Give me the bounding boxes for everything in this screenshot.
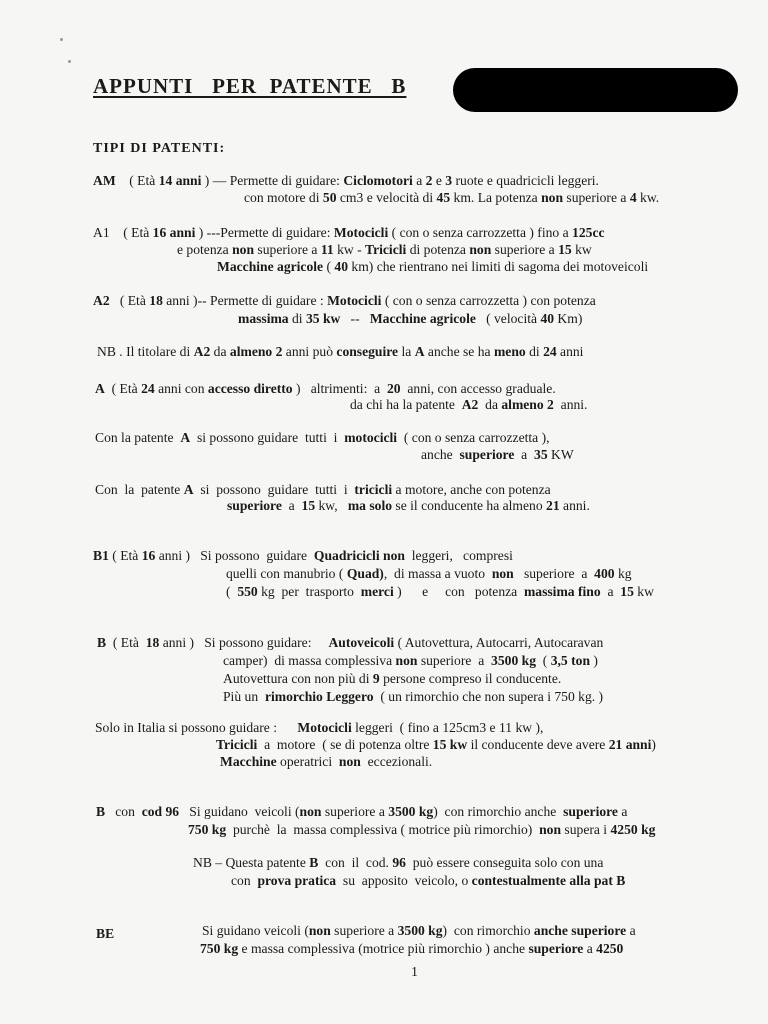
bold-text: B (96, 804, 106, 819)
text-segment: quadricicli leggeri (496, 173, 596, 188)
bold-text: 21 (546, 498, 560, 513)
text-segment: a (600, 584, 621, 599)
redaction-mark (453, 68, 738, 112)
text-segment: NB – Questa patente (193, 855, 310, 870)
bold-text: 750 kg (200, 941, 239, 956)
text-segment: a (514, 447, 535, 462)
text-segment: superiore a (321, 804, 389, 819)
text-segment: superiore a (417, 653, 492, 668)
text-segment: anni ) Si possono guidare: (159, 635, 329, 650)
text-segment: ( Età (106, 635, 146, 650)
text-segment: persone compreso il conducente. (379, 671, 562, 686)
bold-text: tricicli (354, 482, 393, 497)
bold-text: 550 (237, 584, 258, 599)
text-segment: accesso graduale (460, 381, 553, 396)
bold-text: ma solo (347, 498, 393, 513)
bold-text: A (95, 381, 105, 396)
bold-text: 45 (436, 190, 451, 205)
text-segment: ( un rimorchio che non supera i 750 kg. ) (373, 689, 604, 704)
text-segment: superiore a (563, 190, 630, 205)
bold-text: Motocicli (327, 293, 382, 308)
text-segment: -- (340, 311, 370, 326)
text-segment: ( Età (109, 293, 150, 308)
bold-text: almeno 2 (501, 397, 554, 412)
bold-text: 11 (320, 242, 334, 257)
text-segment: ( Autovettura, Autocarri, Autocaravan (394, 635, 604, 650)
text-segment: Si guidano veicoli ( (179, 804, 300, 819)
bold-text: 3500 kg (491, 653, 536, 668)
bold-text: 125cc (572, 225, 605, 240)
bold-text: Macchine agricole (369, 311, 476, 326)
text-segment: leggeri, compresi (404, 548, 513, 563)
text-line (220, 753, 432, 771)
bold-text: superiore (563, 804, 618, 819)
bold-text: 4250 (596, 941, 624, 956)
text-segment: si possono guidare tutti i (193, 482, 355, 497)
text-segment: ( (323, 259, 335, 274)
bold-text: 15 (620, 584, 634, 599)
text-segment: Si guidano veicoli ( (202, 923, 309, 938)
text-segment: da (210, 344, 230, 359)
title-row (93, 74, 406, 99)
text-segment: Con la patente (95, 482, 184, 497)
bold-text: B (97, 635, 107, 650)
bold-text: A (180, 430, 191, 445)
bold-text: meno (493, 344, 526, 359)
bold-text: Macchine (220, 754, 277, 769)
bold-text: 15 kw (432, 737, 468, 752)
text-segment: ( velocità (475, 311, 541, 326)
bold-text: 400 (594, 566, 615, 581)
text-segment: a (583, 941, 597, 956)
bold-text: B1 (93, 548, 109, 563)
text-segment: si possono guidare tutti i (190, 430, 345, 445)
text-segment: anni )-- Permette di guidare : (162, 293, 328, 308)
bold-text: conseguire (336, 344, 399, 359)
text-line (177, 241, 592, 259)
text-segment: anni, con (400, 381, 461, 396)
text-line (244, 189, 659, 207)
bold-text: motocicli (344, 430, 398, 445)
text-segment: kw (571, 242, 592, 257)
text-line (223, 652, 598, 670)
text-segment: Autovettura con non più di (223, 671, 373, 686)
text-segment: a (281, 498, 302, 513)
bold-text: A2 (461, 397, 479, 412)
text-segment: . (552, 381, 556, 396)
bold-text: BE (96, 926, 115, 941)
bold-text: B (309, 855, 319, 870)
bold-text: 40 (334, 259, 348, 274)
text-line (95, 429, 550, 447)
page-title: APPUNTI PER PATENTE B (93, 74, 407, 98)
bold-text: 3 (445, 173, 453, 188)
text-segment: da chi ha la patente (350, 397, 462, 412)
text-segment: e massa complessiva (motrice più rimorchio ) anche (238, 941, 529, 956)
text-line (216, 736, 656, 754)
bold-text: 24 (543, 344, 557, 359)
text-segment: la (398, 344, 415, 359)
text-line (95, 719, 543, 737)
bold-text: superiore (528, 941, 584, 956)
text-segment: da (478, 397, 502, 412)
text-segment: superiore a (330, 923, 398, 938)
text-segment: ) (590, 653, 598, 668)
bold-text: 15 (301, 498, 316, 513)
text-segment: di (525, 344, 544, 359)
bold-text: A (183, 482, 194, 497)
text-segment: purchè la massa complessiva ( motrice più rimorchio) (226, 822, 540, 837)
bold-text: A2 (193, 344, 211, 359)
text-segment: se il conducente ha almeno (392, 498, 547, 513)
text-segment: . (595, 173, 599, 188)
text-segment: ( con o senza carrozzetta ) con potenza (381, 293, 596, 308)
text-segment: camper) di massa complessiva (223, 653, 396, 668)
text-segment: cm3 e velocità di (336, 190, 437, 205)
bold-text: 35 (534, 447, 548, 462)
text-segment: il conducente deve avere (467, 737, 609, 752)
text-segment: ( Età (108, 548, 142, 563)
bold-text: superiore (459, 447, 515, 462)
text-segment: ) con rimorchio (442, 923, 534, 938)
text-line (96, 803, 627, 821)
text-segment: superiore a (254, 242, 321, 257)
text-line (231, 872, 625, 890)
text-segment: su apposito veicolo, o (336, 873, 472, 888)
text-line (96, 925, 114, 943)
text-line (238, 310, 582, 328)
text-segment: supera i (561, 822, 611, 837)
bold-text: rimorchio Leggero (264, 689, 374, 704)
text-line (93, 292, 596, 310)
text-line (223, 688, 603, 706)
text-segment: superiore a (491, 242, 559, 257)
bold-text: 9 (372, 671, 380, 686)
scan-speck (60, 38, 63, 41)
text-segment: anche se ha (424, 344, 494, 359)
text-segment: con (231, 873, 258, 888)
text-segment: NB . Il titolare di (97, 344, 194, 359)
text-line (421, 446, 574, 464)
bold-text: 15 (558, 242, 572, 257)
text-segment: ) altrimenti: a (292, 381, 387, 396)
text-line (93, 224, 605, 242)
text-segment: Solo in Italia si possono guidare : (95, 720, 298, 735)
text-segment: km. La potenza (450, 190, 542, 205)
text-segment: ( (226, 584, 238, 599)
text-segment: Con la patente (95, 430, 181, 445)
bold-text: 2 (425, 173, 433, 188)
bold-text: Ciclomotori (343, 173, 413, 188)
text-segment: kw, (315, 498, 348, 513)
text-segment: anni con (154, 381, 208, 396)
text-line (193, 854, 603, 872)
text-segment: con il cod. (318, 855, 393, 870)
text-segment: a motore ( se di potenza oltre (257, 737, 433, 752)
bold-text: 35 kw (305, 311, 341, 326)
bold-text: A (414, 344, 425, 359)
bold-text: 21 anni (608, 737, 652, 752)
bold-text: non (308, 923, 331, 938)
text-segment: eccezionali. (360, 754, 433, 769)
bold-text: prova pratica (257, 873, 337, 888)
text-segment: ( Età (104, 381, 142, 396)
bold-text: non (299, 804, 322, 819)
bold-text: anche superiore (533, 923, 627, 938)
bold-text: non (338, 754, 361, 769)
text-segment: km) che rientrano nei limiti di sagoma dei motoveicoli (348, 259, 649, 274)
bold-text: non (469, 242, 492, 257)
section-heading: TIPI DI PATENTI: (93, 141, 226, 156)
bold-text: AM (93, 173, 116, 188)
text-line (97, 634, 603, 652)
bold-text: 18 (145, 635, 160, 650)
text-segment: con motore di (244, 190, 323, 205)
bold-text: Tricicli (216, 737, 258, 752)
text-segment: anche (421, 447, 460, 462)
text-segment: KW (547, 447, 574, 462)
bold-text: Motocicli (333, 225, 389, 240)
text-segment: ) — Permette di guidare: (201, 173, 344, 188)
text-segment: di potenza (406, 242, 470, 257)
text-line (227, 497, 590, 515)
text-line (93, 172, 599, 190)
bold-text: Motocicli (297, 720, 352, 735)
text-segment: a (412, 173, 426, 188)
text-line (223, 670, 561, 688)
bold-text: non (541, 190, 564, 205)
text-segment: Km) (554, 311, 583, 326)
text-segment: ( con o senza carrozzetta ), (397, 430, 550, 445)
text-segment: Più un (223, 689, 265, 704)
bold-text: A2 (93, 293, 110, 308)
text-segment: superiore a (513, 566, 595, 581)
text-segment: operatrici (276, 754, 339, 769)
text-segment: di (288, 311, 306, 326)
text-line (202, 922, 636, 940)
text-segment: ) ---Permette di guidare: (195, 225, 334, 240)
text-segment: può essere conseguita solo con una (405, 855, 604, 870)
text-segment: e potenza (177, 242, 233, 257)
text-segment: , di massa a vuoto (383, 566, 492, 581)
text-segment: anni ) Si possono guidare (155, 548, 314, 563)
text-segment: ( con o senza carrozzetta ) fino a (388, 225, 573, 240)
text-segment: e (432, 173, 446, 188)
bold-text: 4 (629, 190, 637, 205)
text-segment: ( Età (109, 225, 153, 240)
text-line (200, 940, 623, 958)
text-segment: a (626, 923, 636, 938)
bold-text: non (232, 242, 255, 257)
text-segment: ( (536, 653, 551, 668)
bold-text: Quadricicli non (313, 548, 405, 563)
bold-text: Quad) (346, 566, 384, 581)
bold-text: Tricicli (365, 242, 407, 257)
text-segment: anni. (559, 498, 590, 513)
text-segment: anni. (553, 397, 588, 412)
bold-text: almeno 2 (229, 344, 283, 359)
page-number: 1 (411, 965, 418, 980)
bold-text: 3500 kg (388, 804, 434, 819)
text-segment: anni (556, 344, 584, 359)
bold-text: 14 anni (158, 173, 202, 188)
bold-text: Autoveicoli (328, 635, 395, 650)
text-segment: kw - (333, 242, 366, 257)
bold-text: 24 (141, 381, 155, 396)
bold-text: superiore (227, 498, 282, 513)
text-segment: kw. (636, 190, 660, 205)
bold-text: non (539, 822, 562, 837)
bold-text: massima (238, 311, 289, 326)
bold-text: accesso diretto (207, 381, 293, 396)
text-segment: ruote e (452, 173, 497, 188)
bold-text: 3,5 ton (550, 653, 591, 668)
text-line (188, 821, 655, 839)
bold-text: 20 (386, 381, 401, 396)
text-line (226, 565, 632, 583)
text-segment: con (105, 804, 142, 819)
bold-text: non (395, 653, 418, 668)
bold-text: Macchine agricole (217, 259, 324, 274)
text-segment: quelli con manubrio ( (226, 566, 347, 581)
text-segment: anni può (282, 344, 337, 359)
bold-text: contestualmente alla pat B (471, 873, 626, 888)
bold-text: 40 (540, 311, 555, 326)
text-line (226, 583, 654, 601)
scan-speck (68, 60, 71, 63)
text-segment: A1 (93, 225, 110, 240)
bold-text: non (491, 566, 514, 581)
text-line (97, 343, 583, 361)
text-segment: ) e con potenza (393, 584, 524, 599)
bold-text: 96 (392, 855, 406, 870)
bold-text: merci (360, 584, 394, 599)
text-segment: ) con rimorchio anche (433, 804, 564, 819)
text-segment: kg (614, 566, 632, 581)
text-segment: a motore, anche con potenza (392, 482, 551, 497)
bold-text: 50 (322, 190, 337, 205)
text-segment: kg per trasporto (257, 584, 361, 599)
text-segment: leggeri ( fino a 125cm3 e 11 kw ), (351, 720, 544, 735)
text-segment: kw (633, 584, 654, 599)
bold-text: 18 (149, 293, 163, 308)
text-segment: a (617, 804, 628, 819)
text-segment: ) (651, 737, 656, 752)
text-segment: ( Età (115, 173, 159, 188)
bold-text: cod 96 (141, 804, 180, 819)
bold-text: massima fino (523, 584, 601, 599)
text-line (217, 258, 648, 276)
bold-text: 16 (141, 548, 156, 563)
bold-text: 16 anni (152, 225, 196, 240)
text-line (93, 547, 513, 565)
text-line (350, 396, 587, 414)
bold-text: 3500 kg (397, 923, 443, 938)
bold-text: 750 kg (188, 822, 227, 837)
bold-text: 4250 kg (610, 822, 656, 837)
